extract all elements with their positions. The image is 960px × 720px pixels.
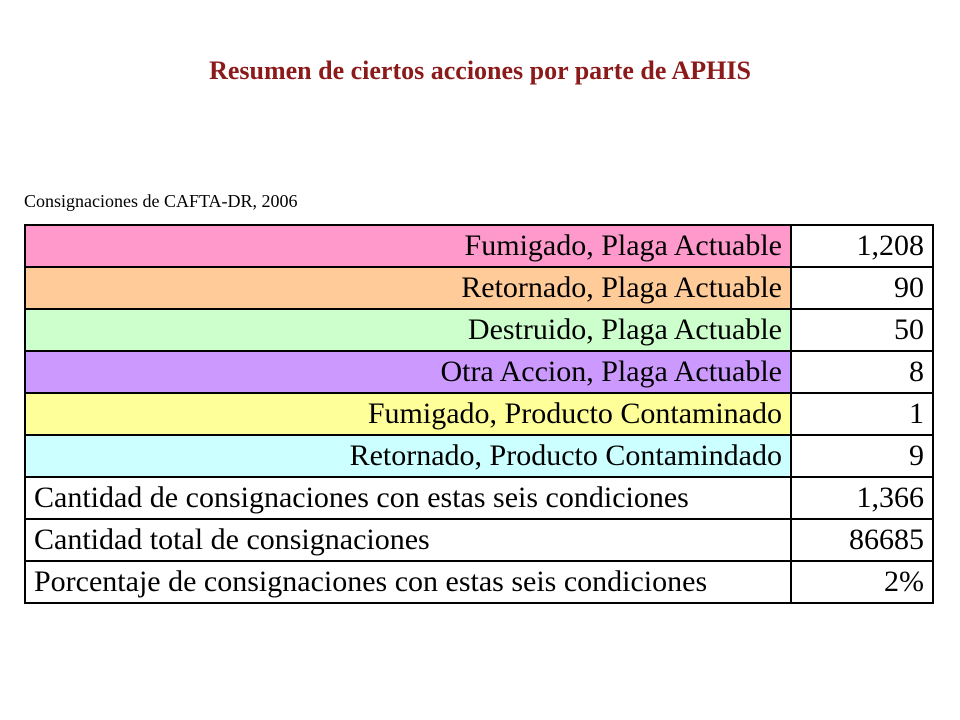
table-row — [25, 225, 933, 267]
row-value: 1,366 — [791, 477, 933, 519]
table-row — [25, 393, 933, 435]
row-label: Fumigado, Producto Contaminado — [25, 393, 791, 435]
row-value: 8 — [791, 351, 933, 393]
row-label: Destruido, Plaga Actuable — [25, 309, 791, 351]
row-label: Fumigado, Plaga Actuable — [25, 225, 791, 267]
row-value: 2% — [791, 561, 933, 603]
row-label: Cantidad de consignaciones con estas seis condiciones — [25, 477, 791, 519]
table-row — [25, 435, 933, 477]
row-value: 9 — [791, 435, 933, 477]
summary-table — [24, 224, 934, 604]
table-row — [25, 561, 933, 603]
row-value: 1 — [791, 393, 933, 435]
row-label: Retornado, Plaga Actuable — [25, 267, 791, 309]
row-label: Otra Accion, Plaga Actuable — [25, 351, 791, 393]
table-row — [25, 519, 933, 561]
row-value: 90 — [791, 267, 933, 309]
row-value: 1,208 — [791, 225, 933, 267]
table-row — [25, 351, 933, 393]
table-caption: Consignaciones de CAFTA-DR, 2006 — [24, 191, 298, 211]
row-value: 86685 — [791, 519, 933, 561]
table-row — [25, 309, 933, 351]
page-title: Resumen de ciertos acciones por parte de APHIS — [209, 56, 751, 85]
row-label: Porcentaje de consignaciones con estas seis condiciones — [25, 561, 791, 603]
row-value: 50 — [791, 309, 933, 351]
table-row — [25, 267, 933, 309]
row-label: Cantidad total de consignaciones — [25, 519, 791, 561]
row-label: Retornado, Producto Contamindado — [25, 435, 791, 477]
table-row — [25, 477, 933, 519]
